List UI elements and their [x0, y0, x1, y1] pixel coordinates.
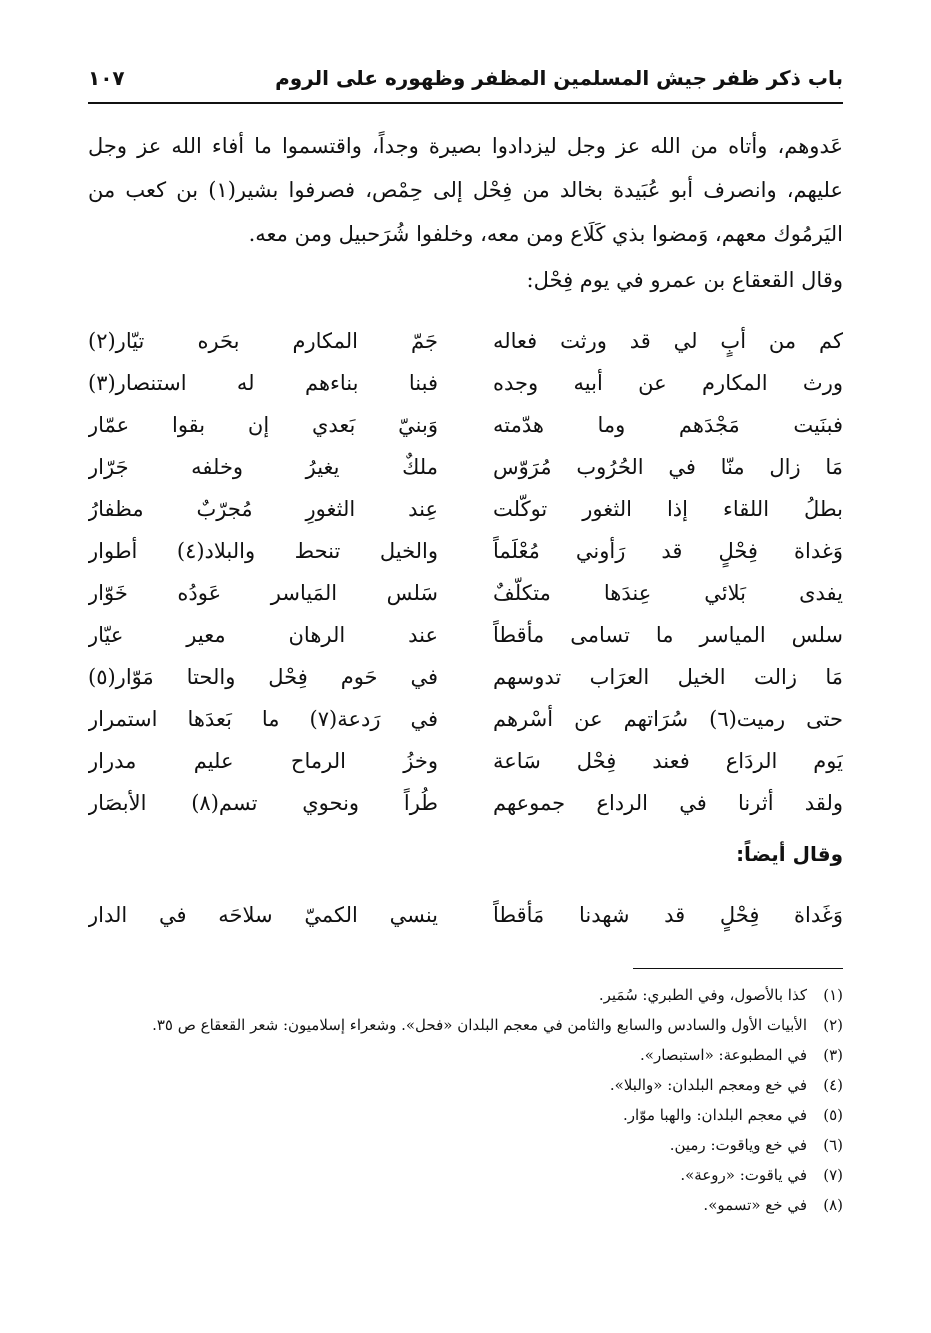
page-number: ١٠٧ [88, 66, 125, 90]
footnote-number: (٧) [823, 1166, 843, 1184]
verse [88, 896, 843, 938]
verse [88, 574, 843, 616]
footnote-number: (٤) [823, 1076, 843, 1094]
footnote-number: (٣) [823, 1046, 843, 1064]
verse-second-hemistich: في حَوم فِحْل والحتا مَوّار(٥) [88, 665, 438, 689]
verse-second-hemistich: فبنا بناءهم له استنصار(٣) [88, 371, 438, 395]
footnote-text: في ياقوت: «روعة». [680, 1166, 807, 1184]
footnote-text: كذا بالأصول، وفي الطبري: سُمَير. [598, 986, 807, 1004]
verse [88, 616, 843, 658]
footnote-text: في خ‍ع «تسمو». [703, 1196, 807, 1214]
footnote-text: في المطبوعة: «استبصار». [640, 1046, 807, 1064]
footnote-text: في معجم البلدان: والهبا موّار. [623, 1106, 807, 1124]
verse-second-hemistich: عِند الثغورِ مُجرّبٌ مظفارُ [88, 497, 438, 521]
footnote-number: (٨) [823, 1196, 843, 1214]
footnote-text: في خ‍ع وياقوت: رمين. [669, 1136, 807, 1154]
verse [88, 700, 843, 742]
footnote [88, 1192, 843, 1218]
verse [88, 322, 843, 364]
verse-second-hemistich: طُراً ونحوي تسم(٨) الأبصَار [88, 791, 438, 815]
footnote [88, 1102, 843, 1128]
verse [88, 742, 843, 784]
verse-first-hemistich: بطلُ اللقاء إذا الثغور توكّلت [493, 497, 843, 521]
verse-second-hemistich: عند الرهان معير عيّار [88, 623, 438, 647]
footnote-text: الأبيات الأول والسادس والسابع والثامن في معجم البلدان «فحل». وشعراء إسلاميون: شعر القعقاع ص ٣٥. [152, 1016, 807, 1034]
poem [88, 322, 843, 826]
prose-text: عَدوهم، وأتاه من الله عز وجل ليزدادوا بصيرة وجداً، واقتسموا ما أفاء الله عز وجل عليهم، وانصرف أبو عُبَيدة بخالد من فِحْل إلى حِمْص، فصرفوا بشير(١) بن كعب من اليَرمُوك معهم، وَمضوا بذي كَلَاع ومن معه، وخلفوا شُرَحبيل ومن معه. [88, 134, 843, 246]
running-head [88, 60, 843, 100]
footnote-rule [633, 968, 843, 969]
header-rule [88, 102, 843, 104]
footnote [88, 1132, 843, 1158]
footnote-text: في خ‍ع ومعجم البلدان: «والبلا». [609, 1076, 807, 1094]
verse-first-hemistich: يفدى بَلائي عِندَها متكلّفٌ [493, 581, 843, 605]
verse-second-hemistich: في رَدعة(٧) ما بَعدَها استمرار [88, 707, 438, 731]
verse-first-hemistich: مَا زالت الخيل العرَاب تدوسهم [493, 665, 843, 689]
verse-second-hemistich: جَمّ المكارم بحَره تيّار(٢) [88, 329, 438, 353]
verse-first-hemistich: ولقد أثرنا في الرداع جموعهم [493, 791, 843, 815]
footnote-number: (٥) [823, 1106, 843, 1124]
prose-paragraph [88, 124, 843, 256]
verse-second-hemistich: وخزُ الرماح عليم مدرار [88, 749, 438, 773]
verse [88, 364, 843, 406]
verse-first-hemistich: يَوم الردَاع فعند فِحْل سَاعة [493, 749, 843, 773]
verse-second-hemistich: وَبنيّ بَعدي إن بقوا عمّار [88, 413, 438, 437]
footnote [88, 1162, 843, 1188]
verse [88, 784, 843, 826]
verse-first-hemistich: حتى رميت(٦) سُرَاتهم عن أسْرهم [493, 707, 843, 731]
chapter-title: باب ذكر ظفر جيش المسلمين المظفر وظهوره على الروم [275, 66, 843, 90]
footnote [88, 982, 843, 1008]
verse-first-hemistich: وَغداة فِحْلٍ قد رَأوني مُعْلَماً [493, 539, 843, 563]
footnotes [88, 982, 843, 1222]
second-poem-intro: وقال أيضاً: [736, 842, 843, 866]
footnote [88, 1072, 843, 1098]
footnote [88, 1042, 843, 1068]
verse-first-hemistich: كم من أبٍ لي قد ورثت فعاله [493, 329, 843, 353]
footnote [88, 1012, 843, 1038]
verse-second-hemistich: ملكٌ يغيرُ وخلفه جَرّار [88, 455, 438, 479]
footnote-number: (٢) [823, 1016, 843, 1034]
verse-second-hemistich: والخيل تنحط والبلاد(٤) أطوار [88, 539, 438, 563]
verse [88, 406, 843, 448]
verse-first-hemistich: سلس المياسر ما تسامى مأقطاً [493, 623, 843, 647]
poem-intro: وقال القعقاع بن عمرو في يوم فِحْل: [526, 268, 843, 292]
verse-first-hemistich: وَغَداة فِحْلٍ قد شهدنا مَأقطاً [493, 903, 843, 927]
verse [88, 658, 843, 700]
verse-second-hemistich: سَلس المَياسر عَودُه خَوّار [88, 581, 438, 605]
verse-second-hemistich: ينسي الكميّ سلاحَه في الدار [88, 903, 438, 927]
verse-first-hemistich: فبنَيت مَجْدَهم وما هدّمته [493, 413, 843, 437]
verse [88, 448, 843, 490]
verse [88, 490, 843, 532]
verse-first-hemistich: مَا زال منّا في الحُرُوب مُرَوّس [493, 455, 843, 479]
footnote-number: (١) [823, 986, 843, 1004]
verse [88, 532, 843, 574]
footnote-number: (٦) [823, 1136, 843, 1154]
verse-first-hemistich: ورث المكارم عن أبيه وجده [493, 371, 843, 395]
